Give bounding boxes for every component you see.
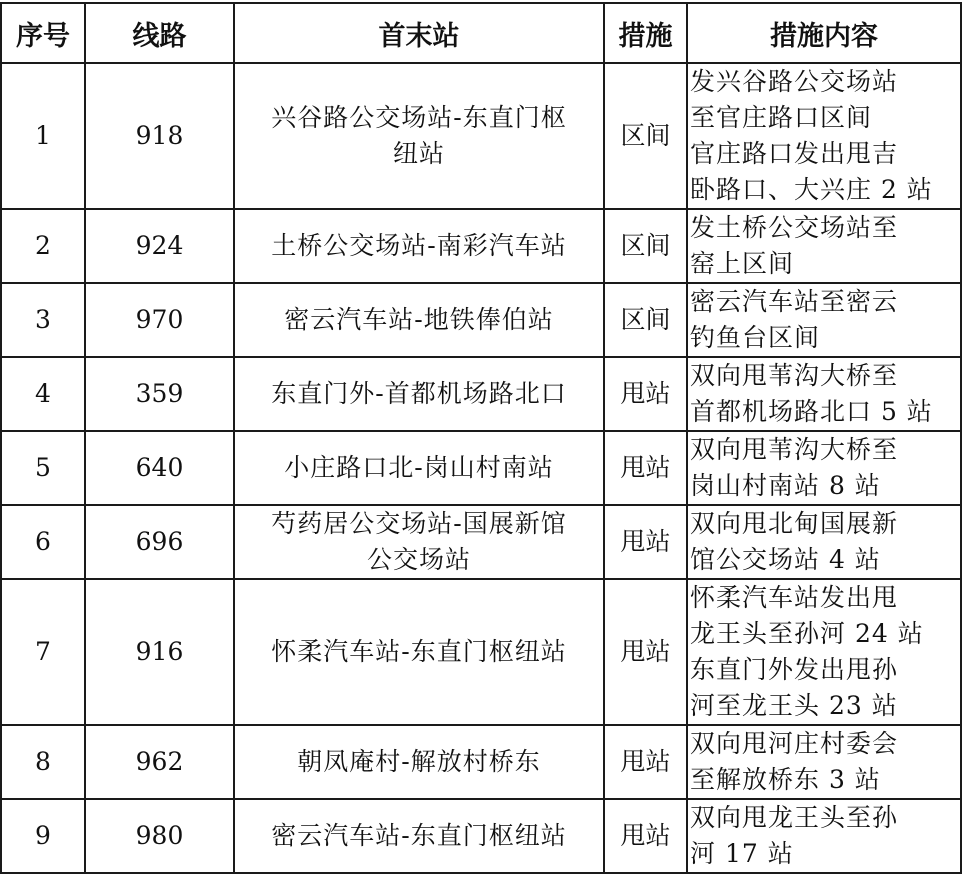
row-measure-cell: 甩站 <box>604 431 687 505</box>
row-route-cell <box>234 725 604 799</box>
content-text-line: 东直门外发出甩孙 <box>690 655 899 684</box>
table-row <box>1 505 961 579</box>
header-row <box>1 3 961 63</box>
row-index-cell: 3 <box>1 283 85 357</box>
row-route-cell <box>234 209 604 283</box>
header-measure: 措施 <box>604 3 687 63</box>
header-content: 措施内容 <box>687 3 961 63</box>
row-line-number-cell: 980 <box>85 799 234 873</box>
row-route-cell <box>234 505 604 579</box>
row-content-cell <box>687 357 961 431</box>
row-content-cell <box>687 63 961 209</box>
content-text-line: 窑上区间 <box>690 249 795 278</box>
route-text-line: 东直门外-首都机场路北口 <box>271 379 567 408</box>
route-text-line: 纽站 <box>392 139 445 168</box>
row-line-number-cell: 924 <box>85 209 234 283</box>
table-header <box>1 3 961 63</box>
content-text-line: 官庄路口发出甩吉 <box>690 139 899 168</box>
row-route-cell <box>234 799 604 873</box>
table-row <box>1 283 961 357</box>
row-measure-cell: 区间 <box>604 283 687 357</box>
content-text-line: 发土桥公交场站至 <box>690 213 899 242</box>
header-index: 序号 <box>1 3 85 63</box>
table-row <box>1 357 961 431</box>
row-line-number-cell: 640 <box>85 431 234 505</box>
content-text-line: 怀柔汽车站发出甩 <box>690 583 899 612</box>
row-index-cell: 7 <box>1 579 85 725</box>
route-text-line: 朝凤庵村-解放村桥东 <box>297 747 541 776</box>
row-index-cell: 1 <box>1 63 85 209</box>
table-row <box>1 799 961 873</box>
content-text-line: 双向甩苇沟大桥至 <box>690 361 899 390</box>
route-text-line: 芍药居公交场站-国展新馆 <box>271 509 567 538</box>
route-text-line: 小庄路口北-岗山村南站 <box>284 453 554 482</box>
table-row <box>1 725 961 799</box>
row-route-cell <box>234 283 604 357</box>
route-text-line: 兴谷路公交场站-东直门枢 <box>271 103 567 132</box>
row-content-cell <box>687 799 961 873</box>
row-content-cell <box>687 283 961 357</box>
row-line-number-cell: 918 <box>85 63 234 209</box>
route-text-line: 密云汽车站-东直门枢纽站 <box>271 821 567 850</box>
table-body <box>1 63 961 873</box>
content-text-line: 双向甩苇沟大桥至 <box>690 435 899 464</box>
content-text-line: 卧路口、大兴庄 2 站 <box>690 175 933 204</box>
row-line-number-cell: 696 <box>85 505 234 579</box>
table-row <box>1 63 961 209</box>
content-text-line: 河至龙王头 23 站 <box>690 691 898 720</box>
row-content-cell <box>687 579 961 725</box>
row-measure-cell: 甩站 <box>604 725 687 799</box>
bus-route-adjustment-table <box>0 2 962 874</box>
row-measure-cell: 区间 <box>604 63 687 209</box>
header-line: 线路 <box>85 3 234 63</box>
row-content-cell <box>687 209 961 283</box>
row-route-cell <box>234 579 604 725</box>
content-text-line: 双向甩河庄村委会 <box>690 729 899 758</box>
row-index-cell: 8 <box>1 725 85 799</box>
route-text-line: 怀柔汽车站-东直门枢纽站 <box>271 637 567 666</box>
row-content-cell <box>687 505 961 579</box>
content-text-line: 密云汽车站至密云 <box>690 287 899 316</box>
row-line-number-cell: 970 <box>85 283 234 357</box>
route-text-line: 密云汽车站-地铁俸伯站 <box>284 305 554 334</box>
row-content-cell <box>687 725 961 799</box>
row-route-cell <box>234 63 604 209</box>
row-measure-cell: 甩站 <box>604 357 687 431</box>
route-text-line: 公交场站 <box>366 545 471 574</box>
header-route: 首末站 <box>234 3 604 63</box>
table-row <box>1 431 961 505</box>
content-text-line: 发兴谷路公交场站 <box>690 67 899 96</box>
content-text-line: 首都机场路北口 5 站 <box>690 397 933 426</box>
row-measure-cell: 区间 <box>604 209 687 283</box>
content-text-line: 钓鱼台区间 <box>690 323 821 352</box>
route-text-line: 土桥公交场站-南彩汽车站 <box>271 231 567 260</box>
row-measure-cell: 甩站 <box>604 579 687 725</box>
row-line-number-cell: 962 <box>85 725 234 799</box>
content-text-line: 至解放桥东 3 站 <box>690 765 881 794</box>
row-index-cell: 6 <box>1 505 85 579</box>
row-measure-cell: 甩站 <box>604 505 687 579</box>
row-line-number-cell: 359 <box>85 357 234 431</box>
row-index-cell: 4 <box>1 357 85 431</box>
content-text-line: 双向甩北甸国展新 <box>690 509 899 538</box>
row-line-number-cell: 916 <box>85 579 234 725</box>
content-text-line: 岗山村南站 8 站 <box>690 471 881 500</box>
row-index-cell: 2 <box>1 209 85 283</box>
content-text-line: 至官庄路口区间 <box>690 103 873 132</box>
content-text-line: 龙王头至孙河 24 站 <box>690 619 924 648</box>
row-route-cell <box>234 357 604 431</box>
row-index-cell: 5 <box>1 431 85 505</box>
row-index-cell: 9 <box>1 799 85 873</box>
content-text-line: 河 17 站 <box>690 839 794 868</box>
row-content-cell <box>687 431 961 505</box>
row-measure-cell: 甩站 <box>604 799 687 873</box>
table-row <box>1 209 961 283</box>
content-text-line: 双向甩龙王头至孙 <box>690 803 899 832</box>
row-route-cell <box>234 431 604 505</box>
content-text-line: 馆公交场站 4 站 <box>690 545 881 574</box>
table-row <box>1 579 961 725</box>
